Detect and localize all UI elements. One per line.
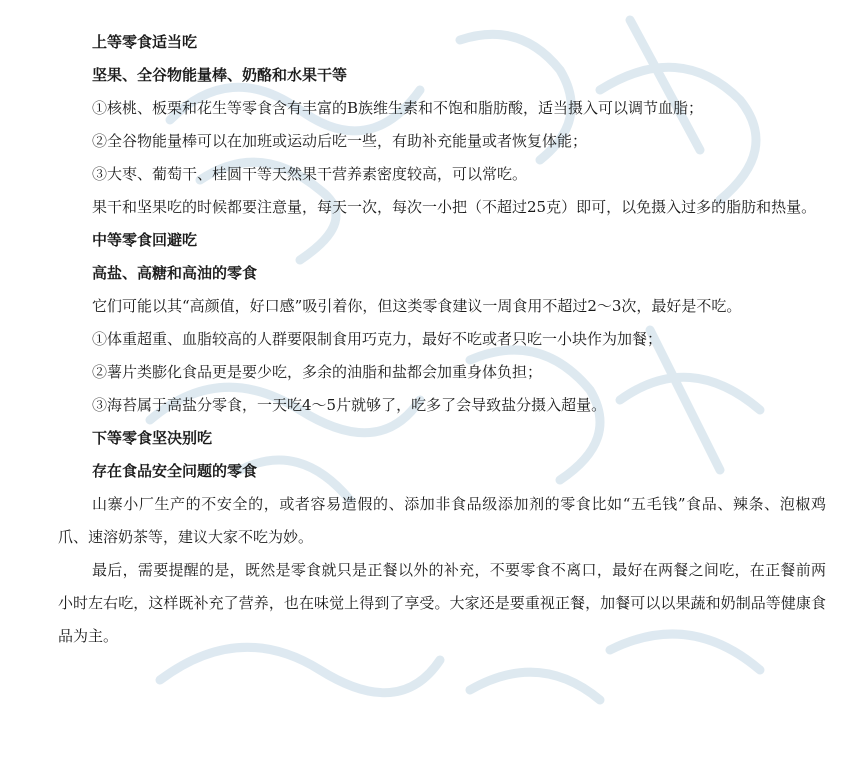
section-subheading-middle: 高盐、高糖和高油的零食 <box>92 264 258 282</box>
section-heading-top: 上等零食适当吃 <box>92 33 198 51</box>
paragraph: ②全谷物能量棒可以在加班或运动后吃一些，有助补充能量或者恢复体能； <box>92 132 588 150</box>
paragraph: ①核桃、板栗和花生等零食含有丰富的B族维生素和不饱和脂肪酸，适当摄入可以调节血脂； <box>92 99 704 117</box>
section-subheading-bottom: 存在食品安全问题的零食 <box>92 462 258 480</box>
paragraph: 最后，需要提醒的是，既然是零食就只是正餐以外的补充，不要零食不离口，最好在两餐之间吃，在正餐前两小时左右吃，这样既补充了营养，也在味觉上得到了享受。大家还是要重视正餐，加餐可以以果蔬和奶制品等健康食品为主。 <box>58 561 826 645</box>
section-heading-middle: 中等零食回避吃 <box>92 231 198 249</box>
paragraph: ③海苔属于高盐分零食，一天吃4～5片就够了，吃多了会导致盐分摄入超量。 <box>92 396 607 414</box>
section-subheading-top: 坚果、全谷物能量棒、奶酪和水果干等 <box>92 66 348 84</box>
paragraph: 它们可能以其“高颜值，好口感”吸引着你，但这类零食建议一周食用不超过2～3次，最好是不吃。 <box>92 297 742 315</box>
section-heading-bottom: 下等零食坚决别吃 <box>92 429 213 447</box>
paragraph: ③大枣、葡萄干、桂圆干等天然果干营养素密度较高，可以常吃。 <box>92 165 528 183</box>
paragraph: ①体重超重、血脂较高的人群要限制食用巧克力，最好不吃或者只吃一小块作为加餐； <box>92 330 663 348</box>
paragraph: ②薯片类膨化食品更是要少吃，多余的油脂和盐都会加重身体负担； <box>92 363 543 381</box>
paragraph: 果干和坚果吃的时候都要注意量，每天一次，每次一小把（不超过25克）即可，以免摄入过多的脂肪和热量。 <box>92 198 817 216</box>
paragraph: 山寨小厂生产的不安全的，或者容易造假的、添加非食品级添加剂的零食比如“五毛钱”食品、辣条、泡椒鸡爪、速溶奶茶等，建议大家不吃为妙。 <box>58 495 826 546</box>
